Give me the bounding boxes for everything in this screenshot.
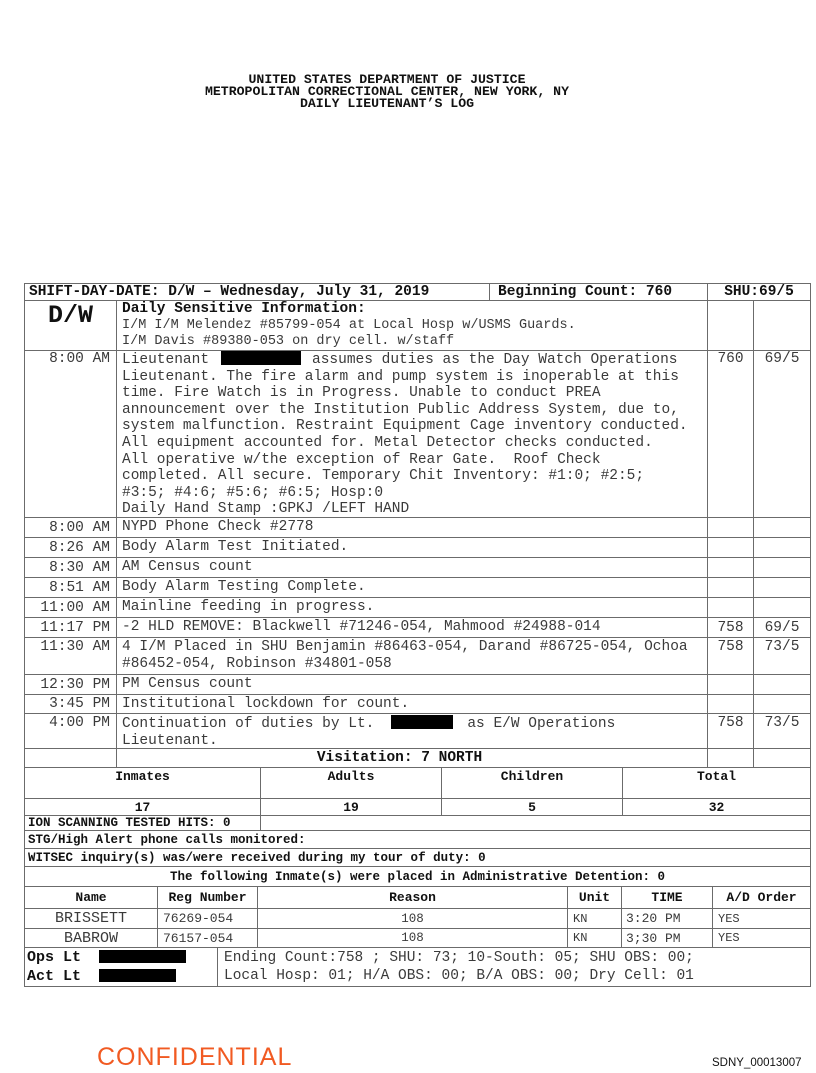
- log-time: [25, 749, 117, 767]
- log-entry: [24, 695, 811, 714]
- document-header: [0, 74, 774, 110]
- stg-calls-row: [24, 831, 811, 849]
- log-line-text: Continuation of duties by Lt.: [122, 716, 375, 732]
- log-shu: [754, 695, 810, 713]
- ion-scanning-row: [24, 816, 811, 831]
- log-shu: 69/5: [764, 351, 800, 367]
- redaction-box: [99, 969, 176, 982]
- admin-detention-title: The following Inmate(s) were placed in Administrative Detention: 0: [169, 869, 666, 884]
- visitation-header-inmates: Inmates: [25, 768, 261, 798]
- log-entry: [24, 714, 811, 749]
- log-text: Body Alarm Testing Complete.: [117, 578, 708, 597]
- log-line: Lieutenant.: [122, 733, 218, 748]
- shift-day-date: SHIFT-DAY-DATE: D/W – Wednesday, July 31, 2019: [25, 284, 490, 300]
- visitation-label: Visitation: 7 NORTH: [117, 749, 708, 767]
- log-line-text: Lieutenant: [122, 352, 210, 368]
- ending-count-cell: [218, 948, 810, 986]
- log-line-text: as E/W Operations: [467, 716, 616, 732]
- log-time: 8:00 AM: [25, 518, 117, 537]
- redaction-box: [99, 950, 186, 963]
- log-time: 12:30 PM: [25, 675, 117, 694]
- count-cell: [708, 301, 754, 350]
- log-line: #86452-054, Robinson #34801-058: [122, 656, 392, 672]
- log-count: [708, 538, 754, 557]
- log-line: time. Fire Watch is in Progress. Unable to conduct PREA: [122, 385, 601, 402]
- log-line: #3:5; #4:6; #5:6; #6:5; Hosp:0: [122, 484, 384, 501]
- shift-code: D/W: [25, 301, 117, 350]
- column-unit: Unit: [568, 887, 622, 908]
- log-count: 758: [708, 618, 754, 637]
- lieutenant-signatures: [25, 948, 218, 986]
- footer-row: [24, 948, 811, 987]
- ad-order: YES: [718, 911, 740, 926]
- visitation-inmates-value: 17: [25, 799, 261, 815]
- visitation-row: [24, 749, 811, 768]
- log-entry: [24, 538, 811, 558]
- shu-cell: [754, 301, 810, 350]
- log-time: 3:45 PM: [25, 695, 117, 713]
- beginning-count: Beginning Count: 760: [490, 284, 708, 300]
- log-entry: [24, 638, 811, 675]
- log-shu: [754, 518, 810, 537]
- column-reason: Reason: [258, 887, 568, 908]
- admin-detention-row: [24, 909, 811, 929]
- log-time: 8:51 AM: [25, 578, 117, 597]
- ops-lt-line: [27, 949, 217, 967]
- ending-count-line: Local Hosp: 01; H/A OBS: 00; B/A OBS: 00; Dry Cell: 01: [224, 968, 694, 984]
- log-shu: 69/5: [764, 619, 800, 636]
- log-line: announcement over the Institution Public Address System, due to,: [122, 401, 679, 418]
- witsec-row: [24, 849, 811, 867]
- header-log-title: DAILY LIEUTENANT’S LOG: [299, 96, 475, 111]
- log-shu: 73/5: [764, 715, 800, 731]
- log-line-text: assumes duties as the Day Watch Operations: [312, 352, 678, 368]
- column-reg-number: Reg Number: [158, 887, 258, 908]
- log-count: [708, 558, 754, 577]
- log-time: 8:30 AM: [25, 558, 117, 577]
- log-text: Body Alarm Test Initiated.: [117, 538, 708, 557]
- log-entry: [24, 558, 811, 578]
- visitation-adults-value: 19: [261, 799, 442, 815]
- sensitive-info-title: Daily Sensitive Information:: [122, 301, 366, 317]
- redaction-box: [391, 715, 453, 729]
- inmate-reg-number: 76157-054: [158, 929, 258, 947]
- log-line: 4 I/M Placed in SHU Benjamin #86463-054, Darand #86725-054, Ochoa: [122, 639, 688, 655]
- visitation-table-values: [24, 799, 811, 816]
- detention-time: 3:20 PM: [622, 909, 713, 928]
- ad-order: YES: [718, 931, 740, 945]
- log-line: [122, 715, 707, 733]
- log-shu: [754, 598, 810, 617]
- admin-detention-header: [24, 887, 811, 909]
- log-count: 760: [708, 351, 754, 517]
- inmate-name: BABROW: [25, 929, 158, 947]
- log-line: [122, 351, 707, 369]
- log-text: Institutional lockdown for count.: [117, 695, 708, 713]
- sensitive-info-line: I/M Davis #89380-053 on dry cell. w/staff: [122, 334, 455, 349]
- log-line: completed. All secure. Temporary Chit Inventory: #1:0; #2:5;: [122, 468, 645, 485]
- log-count: [708, 695, 754, 713]
- log-text: [117, 351, 708, 517]
- inmate-reg-number: 76269-054: [158, 909, 258, 928]
- redaction-box: [221, 351, 301, 365]
- log-entry: [24, 618, 811, 638]
- log-text: [117, 638, 708, 674]
- log-count: 758: [708, 638, 754, 674]
- visitation-total-value: 32: [708, 799, 725, 815]
- log-line: Daily Hand Stamp :GPKJ /LEFT HAND: [122, 501, 410, 517]
- log-line: All operative w/the exception of Rear Gate. Roof Check: [122, 451, 601, 468]
- log-text: PM Census count: [117, 675, 708, 694]
- log-shu: [754, 749, 810, 767]
- header-agency: UNITED STATES DEPARTMENT OF JUSTICE: [248, 72, 526, 87]
- inmate-unit: KN: [568, 929, 622, 947]
- log-line: Lieutenant. The fire alarm and pump system is inoperable at this: [122, 368, 679, 385]
- log-time: 4:00 PM: [25, 714, 117, 748]
- log-entry: [24, 675, 811, 695]
- summary-row: [24, 283, 811, 301]
- ion-scanning-hits: ION SCANNING TESTED HITS: 0: [25, 816, 261, 830]
- detention-reason: 108: [258, 909, 568, 928]
- log-count: [708, 675, 754, 694]
- log-time: 8:00 AM: [25, 351, 117, 517]
- admin-detention-row: [24, 929, 811, 948]
- visitation-header-children: Children: [442, 768, 623, 798]
- act-lt-label: Act Lt: [27, 968, 82, 985]
- header-facility: METROPOLITAN CORRECTIONAL CENTER, NEW YORK, NY: [204, 84, 570, 99]
- log-time: 11:17 PM: [25, 618, 117, 637]
- log-line: system malfunction. Restraint Equipment Cage inventory conducted.: [122, 418, 688, 435]
- ops-lt-label: Ops Lt: [27, 949, 82, 966]
- log-count: [708, 578, 754, 597]
- log-count: 758: [708, 714, 754, 748]
- sensitive-info-cell: [117, 301, 708, 350]
- log-time: 11:00 AM: [25, 598, 117, 617]
- log-time: 8:26 AM: [25, 538, 117, 557]
- column-name: Name: [25, 887, 158, 908]
- log-entry: [24, 598, 811, 618]
- witsec-inquiries: WITSEC inquiry(s) was/were received during my tour of duty: 0: [28, 850, 486, 865]
- stg-calls-monitored: STG/High Alert phone calls monitored:: [28, 832, 306, 847]
- sensitive-info-row: [24, 301, 811, 351]
- log-shu: [754, 558, 810, 577]
- admin-detention-title-row: [24, 867, 811, 887]
- detention-reason: 108: [258, 929, 568, 947]
- log-shu: [754, 538, 810, 557]
- log-entry: [24, 578, 811, 598]
- confidential-stamp: CONFIDENTIAL: [97, 1043, 293, 1071]
- sensitive-info-line: I/M I/M Melendez #85799-054 at Local Hosp w/USMS Guards.: [122, 318, 576, 333]
- log-line: All equipment accounted for. Metal Detector checks conducted.: [122, 434, 653, 451]
- visitation-children-value: 5: [442, 799, 623, 815]
- log-time: 11:30 AM: [25, 638, 117, 674]
- log-shu: [754, 675, 810, 694]
- log-count: [708, 598, 754, 617]
- summary-shu: SHU:69/5: [724, 284, 794, 300]
- detention-time: 3;30 PM: [622, 929, 713, 947]
- log-shu: 73/5: [764, 639, 800, 655]
- visitation-header-adults: Adults: [261, 768, 442, 798]
- visitation-header-total: Total: [696, 769, 736, 784]
- log-count: [708, 749, 754, 767]
- log-text: AM Census count: [117, 558, 708, 577]
- log-text: [117, 714, 708, 748]
- act-lt-line: [27, 967, 217, 986]
- log-entry: [24, 351, 811, 518]
- log-count: [708, 518, 754, 537]
- ion-scanning-blank: [261, 816, 810, 830]
- visitation-table-header: [24, 768, 811, 799]
- column-time: TIME: [622, 887, 713, 908]
- log-text: NYPD Phone Check #2778: [117, 518, 708, 537]
- inmate-name: BRISSETT: [25, 909, 158, 928]
- log-shu: [754, 578, 810, 597]
- column-ad-order: A/D Order: [726, 890, 797, 905]
- inmate-unit: KN: [568, 909, 622, 928]
- log-entry: [24, 518, 811, 538]
- log-text: -2 HLD REMOVE: Blackwell #71246-054, Mahmood #24988-014: [117, 618, 708, 637]
- log-text: Mainline feeding in progress.: [117, 598, 708, 617]
- bates-number: SDNY_00013007: [712, 1057, 802, 1069]
- ending-count-line: Ending Count:758 ; SHU: 73; 10-South: 05; SHU OBS: 00;: [224, 950, 694, 966]
